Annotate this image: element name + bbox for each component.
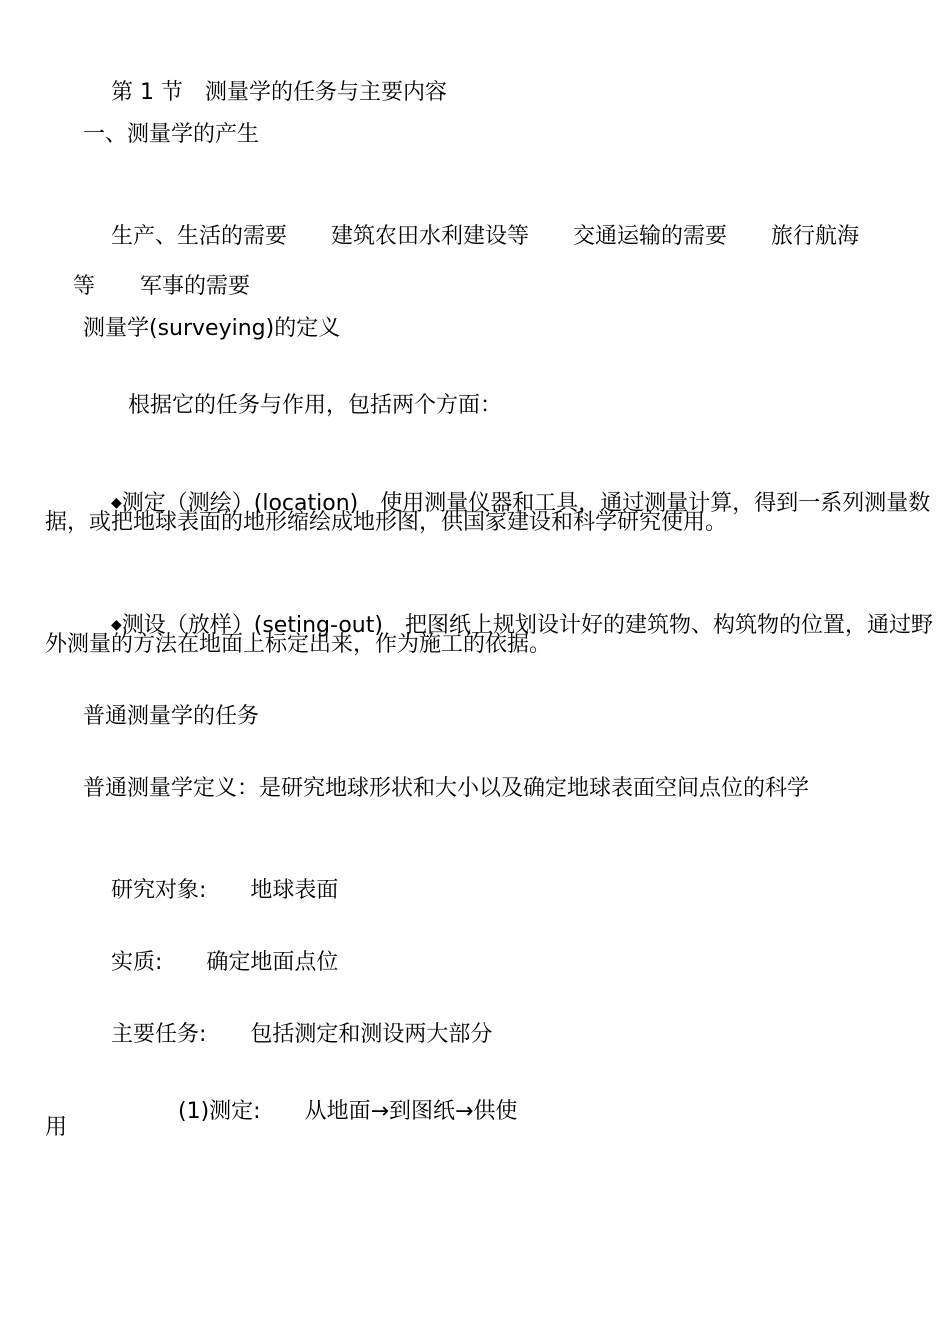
- aspect-location-line-2: 据，或把地球表面的地形缩绘成地形图，供国家建设和科学研究使用。: [45, 510, 728, 535]
- measure-item: [150, 1067, 518, 1124]
- essence-label: 实质:: [110, 950, 163, 975]
- general-task-heading: 普通测量学的任务: [83, 704, 260, 729]
- measure-item-value: 从地面→到图纸→供使: [304, 1099, 518, 1124]
- aspect-setout-line-1: [83, 580, 933, 638]
- research-object-value: 地球表面: [250, 878, 339, 903]
- bullet-icon: ◆: [110, 495, 122, 511]
- needs-line-1: [83, 192, 860, 249]
- heading-origin: 一、测量学的产生: [83, 122, 260, 147]
- need-item-4: 旅行航海: [771, 224, 860, 249]
- need-item-5: 军事的需要: [140, 274, 251, 299]
- main-tasks-value: 包括测定和测设两大部分: [250, 1022, 493, 1047]
- needs-line-2: [45, 242, 251, 299]
- aspect-location-line-1: [83, 458, 931, 516]
- main-tasks-label: 主要任务:: [110, 1022, 207, 1047]
- aspect-setout-desc-1: 把图纸上规划设计好的建筑物、构筑物的位置，通过野: [404, 613, 933, 638]
- aspects-intro: 根据它的任务与作用，包括两个方面：: [128, 393, 503, 418]
- section-title-text: 测量学的任务与主要内容: [204, 80, 447, 105]
- definition-heading: 测量学(surveying)的定义: [83, 316, 341, 341]
- research-object: [83, 846, 339, 903]
- section-number: 第 1 节: [110, 80, 183, 105]
- aspect-setout-line-2: 外测量的方法在地面上标定出来，作为施工的依据。: [45, 632, 552, 657]
- measure-item-cont: 用: [45, 1115, 68, 1140]
- need-item-3: 交通运输的需要: [573, 224, 728, 249]
- measure-item-label: (1)测定:: [177, 1099, 261, 1124]
- general-definition: 普通测量学定义：是研究地球形状和大小以及确定地球表面空间点位的科学: [83, 776, 810, 801]
- bullet-icon: ◆: [110, 617, 122, 633]
- need-item-4-cont: 等: [72, 274, 95, 299]
- section-title: [83, 48, 447, 105]
- essence-value: 确定地面点位: [206, 950, 339, 975]
- main-tasks: [83, 990, 493, 1047]
- research-object-label: 研究对象:: [110, 878, 207, 903]
- essence: [83, 918, 339, 975]
- aspect-location-term: 测定（测绘）(location): [121, 491, 359, 516]
- aspect-setout-term: 测设（放样）(seting-out): [121, 613, 383, 638]
- need-item-1: 生产、生活的需要: [110, 224, 287, 249]
- aspect-location-desc-1: 使用测量仪器和工具，通过测量计算，得到一系列测量数: [380, 491, 931, 516]
- need-item-2: 建筑农田水利建设等: [331, 224, 530, 249]
